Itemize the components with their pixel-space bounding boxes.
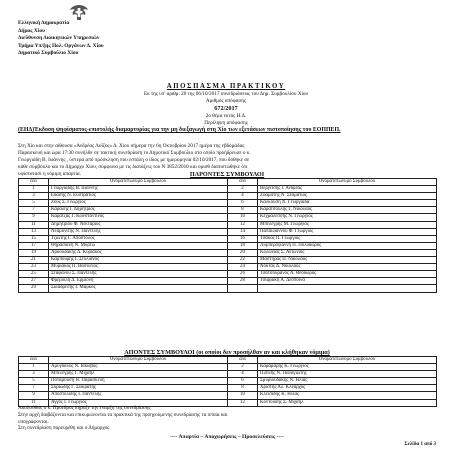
- member-number-cell: 25: [19, 271, 49, 278]
- present-members-table: [18, 178, 437, 293]
- proceedings-line: Στη συνεδρίαση παρευρέθη και ο Δήμαρχος: [18, 425, 110, 432]
- intro-line: κάθε σύμβουλο και το Δήμαρχο Χίου, σύμφωνα με τις διατάξεις του Ν 3852/2010 και ορισθ διαπιστώθηκε ότι: [18, 164, 248, 170]
- header-line: Τμήμα Υπ/ξης Πολ. Οργάνων Δ. Χίου: [18, 42, 104, 49]
- member-number-cell: 13: [19, 228, 49, 235]
- member-name-cell: Μαστήρας Π. Νικόλαος: [258, 257, 437, 264]
- member-number-cell: 27: [19, 278, 49, 285]
- member-name-cell: Λυμπερογιάννη Π. Πολύδωρος: [258, 242, 437, 249]
- column-header-name: Ονοματεπώνυμο Συμβούλου: [258, 357, 437, 364]
- member-number-cell: 17: [19, 242, 49, 249]
- member-name-cell: Συριώδης Γ. Σωκράτης: [49, 385, 228, 392]
- member-name-cell: Τσιφράκη Α. Δέσποινα: [258, 278, 437, 285]
- present-members-heading: ΠΑΡΟΝΤΕΣ ΣΥΜΒΟΥΛΟΙ: [189, 171, 265, 178]
- member-number-cell: 21: [19, 257, 49, 264]
- member-number-cell: 5: [19, 378, 49, 385]
- member-name-cell: Θηρασιάνη Ν. Μυρτώ: [49, 242, 228, 249]
- table-row: [19, 249, 437, 256]
- member-name-cell: Δημητρίου Φ. Νεκτάριος: [49, 221, 228, 228]
- member-name-cell: Καλκούση Ν. Γεωργίαδα: [258, 200, 437, 207]
- summary-label: Περίληψη απόφασης: [204, 120, 248, 126]
- meeting-line: Εκ της υπ' αριθμ. 20 της 06/10/2017 συνεδριάσεως του Δημ. Συμβουλίου Χίου: [143, 91, 309, 97]
- member-name-cell: Καράλης Ι. Δημήτριος: [49, 207, 228, 214]
- member-name-cell: Αμύγδαλος Ν. Ιάκωβος: [49, 364, 228, 371]
- table-row: [19, 214, 437, 221]
- member-number-cell: 8: [228, 207, 258, 214]
- member-number-cell: 3: [19, 371, 49, 378]
- member-number-cell: 8: [228, 385, 258, 392]
- member-number-cell: 10: [228, 214, 258, 221]
- member-name-cell: Άγγος Ι. Γεώργιος: [49, 399, 228, 406]
- member-number-cell: 1: [19, 364, 49, 371]
- table-header-row: [19, 357, 437, 364]
- member-name-cell: Πιπίνης Ν. Παναγιώτης: [258, 371, 437, 378]
- member-number-cell: 9: [19, 392, 49, 399]
- member-name-cell: Μπελέγρης Γ. Μιχαήλ: [49, 371, 228, 378]
- column-header-number: α/α: [19, 357, 49, 364]
- member-number-cell: 19: [19, 249, 49, 256]
- member-name-cell: Νεαμονίτης Ν. Παντελής: [49, 228, 228, 235]
- member-name-cell: Τζιώτης Γ. Απόστολος: [49, 235, 228, 242]
- member-number-cell: 15: [19, 235, 49, 242]
- member-number-cell: 14: [228, 228, 258, 235]
- member-number-cell: 5: [19, 200, 49, 207]
- decision-number: 672/2017: [214, 105, 238, 112]
- column-header-number: α/α: [228, 179, 258, 186]
- member-number-cell: 16: [228, 235, 258, 242]
- table-header-row: [19, 179, 437, 186]
- column-header-number: α/α: [19, 179, 49, 186]
- header-line: Διεύθυνση Διοικητικών Υπηρεσιών: [18, 35, 100, 42]
- member-name-cell: Αρκουδάκης Δ. Κυριάκος: [49, 249, 228, 256]
- member-name-cell: Σκιαδρέσης Ι. Μάρκος: [49, 285, 228, 292]
- table-row: [19, 278, 437, 285]
- member-number-cell: 4: [228, 371, 258, 378]
- member-name-cell: Μυριακός Π. Βασίλειος: [49, 264, 228, 271]
- table-row: [19, 193, 437, 200]
- intro-line: Στη Χίο και στην αίθουσα «Ανδρέας Λοΐζος» Δ. Χίου σήμερα την 6η Οκτωβρίου 2017 ημέρα της εβδομάδας: [18, 143, 245, 149]
- member-name-cell: Εδάσης Ν. Ευστράτιος: [49, 193, 228, 200]
- header-line: Δημοτικό Συμβούλιο Χίου: [18, 50, 79, 57]
- agenda-item: 2ο θέμα εκτός Η.Δ.: [205, 113, 247, 119]
- table-row: [19, 221, 437, 228]
- absent-members-body: [19, 364, 437, 407]
- member-number-cell: 7: [19, 207, 49, 214]
- member-name-cell: Χρίστης Αλ. Κλέαρχος: [258, 385, 437, 392]
- member-number-cell: 20: [228, 249, 258, 256]
- member-number-cell: 6: [228, 378, 258, 385]
- member-number-cell: 1: [19, 186, 49, 193]
- intro-line: Γεωργιάδη Β. Ιωάννης , ύστερα από πρόσκληση που εστάλη ο ίδιος με ημερομηνία 02/10/2017, που δόθηκε σε: [18, 157, 250, 163]
- member-number-cell: 3: [19, 193, 49, 200]
- column-header-name: Ονοματεπώνυμο Συμβούλου: [258, 179, 437, 186]
- member-name-cell: Κλεισίδης Κ. Ηλίας: [258, 392, 437, 399]
- decision-subject: (ΕΗΔ)Έκδοση ψηφίσματος-επιστολής διαμαρτυρίας για την μη διεξαγωγή στη Χίο των εξετάσεων πιστοποίησης του ΕΟΠΠΕΠ.: [18, 127, 341, 133]
- table-row: [19, 207, 437, 214]
- table-row: [19, 371, 437, 378]
- member-name-cell: Τσάκος Π. Γεώργιος: [258, 235, 437, 242]
- page-number: Σελίδα 1 από 3: [404, 442, 436, 447]
- member-name-cell: Παπαϊωάννου Φ. Γεώργιος: [258, 228, 437, 235]
- member-number-cell: 26: [228, 271, 258, 278]
- intro-line: υφίστατασι η νόμιμη απαρτία.: [18, 171, 81, 177]
- member-number-cell: 4: [228, 193, 258, 200]
- member-name-cell: [258, 285, 437, 292]
- member-number-cell: 11: [19, 221, 49, 228]
- member-name-cell: Ζούς Σ. Γεώργιος: [49, 200, 228, 207]
- table-row: [19, 378, 437, 385]
- member-number-cell: 29: [19, 285, 49, 292]
- proceedings-line: Ακολούθως ο κ. Πρόεδρος κήρυξε την έναρξη της συνεδρίασης: [18, 405, 151, 411]
- header-line: Ελληνική Δημοκρατία: [18, 20, 70, 26]
- member-name-cell: Καρατσούλης Γ. Νικόλαος: [258, 207, 437, 214]
- member-name-cell: Κοντούδης Σ. Μιχαήλ: [258, 399, 437, 406]
- table-row: [19, 242, 437, 249]
- table-row: [19, 385, 437, 392]
- absent-members-heading: ΑΠΟΝΤΕΣ ΣΥΜΒΟΥΛΟΙ (οι οποίοι δεν προσήλθαν αν και κλήθηκαν νόμιμα): [124, 349, 330, 356]
- member-number-cell: 6: [228, 200, 258, 207]
- member-number-cell: 12: [228, 399, 258, 406]
- member-name-cell: Νόκτας Δ. Νικόλαος: [258, 264, 437, 271]
- proceedings-line: υπογράφονται.: [18, 418, 49, 425]
- decision-label: Αριθμός απόφασης: [205, 98, 247, 104]
- member-number-cell: 24: [228, 264, 258, 271]
- member-number-cell: 28: [228, 278, 258, 285]
- member-name-cell: Φρεμοίλη Δ. Ερμιόνη: [49, 278, 228, 285]
- member-number-cell: [228, 285, 258, 292]
- column-header-number: α/α: [228, 357, 258, 364]
- member-name-cell: Κολωνιάς Σ. Αντώνιος: [258, 249, 437, 256]
- table-row: [19, 228, 437, 235]
- member-name-cell: Καραμαρής Κ. Γεώργιος: [258, 364, 437, 371]
- present-members-body: [19, 186, 437, 292]
- table-row: [19, 257, 437, 264]
- member-number-cell: 2: [228, 364, 258, 371]
- document-title: ΑΠΟΣΠΑΣΜΑ ΠΡΑΚΤΙΚΟΥ: [166, 83, 286, 90]
- table-row: [19, 392, 437, 399]
- member-name-cell: Γεωργιάδης Β. Ιωάννης: [49, 186, 228, 193]
- member-number-cell: 9: [19, 214, 49, 221]
- member-name-cell: Σταφάνου Σ. Παντελής: [49, 271, 228, 278]
- member-number-cell: 2: [228, 186, 258, 193]
- issuer-header: [18, 20, 248, 58]
- member-name-cell: Μπελέγρης Μ. Γεώργιος: [258, 221, 437, 228]
- proceedings-line: Στην αρχή διαβάζονται και επικυρώνονται τα πρακτικά της προηγούμενης συνεδρίασης τα οποία και: [18, 411, 228, 418]
- member-number-cell: 7: [19, 385, 49, 392]
- header-line: Δήμος Χίου: [18, 27, 45, 34]
- table-row: [19, 186, 437, 193]
- table-row: [19, 235, 437, 242]
- member-name-cell: Κεχμαλέσσης Ν. Γεώργιος: [258, 214, 437, 221]
- table-row: [19, 264, 437, 271]
- member-number-cell: 11: [19, 399, 49, 406]
- table-row: [19, 364, 437, 371]
- intro-line: Παρασκευή και ώρα 17:30 συνήλθε σε τακτική συνεδρίαση το Δημοτικό Συμβούλιο στο οποίο προήδρευσε ο κ.: [18, 150, 251, 156]
- member-name-cell: Ποταμούση Η. Παρασκευή: [49, 378, 228, 385]
- member-name-cell: Ζοαμάτης Ν. Σταμάτιος: [258, 193, 437, 200]
- column-header-name: Ονοματεπώνυμο Συμβούλου: [49, 357, 228, 364]
- table-row: [19, 285, 437, 292]
- member-name-cell: Καμπούρης Ι. Στυλιανός: [49, 257, 228, 264]
- member-number-cell: 23: [19, 264, 49, 271]
- member-name-cell: Καρατζάς Γ. Κωνσταντίνος: [49, 214, 228, 221]
- member-number-cell: 22: [228, 257, 258, 264]
- quorum-heading: ---- Απαρτία – Αποχωρήσεις – Προσελεύσεις ----: [169, 434, 285, 440]
- member-name-cell: Αποστολίδης Ι. Παντελής: [49, 392, 228, 399]
- member-name-cell: Βεργίτσης Ι. Ανδρέας: [258, 186, 437, 193]
- member-number-cell: 18: [228, 242, 258, 249]
- proceedings-paragraph: [18, 405, 436, 432]
- member-number-cell: 10: [228, 392, 258, 399]
- member-number-cell: 12: [228, 221, 258, 228]
- member-name-cell: Τσατσουράνος Α. Θεόδωρος: [258, 271, 437, 278]
- table-row: [19, 271, 437, 278]
- absent-members-table: [18, 356, 437, 407]
- table-row: [19, 200, 437, 207]
- member-name-cell: Σμυριουδάκης Ν. Ηλίας: [258, 378, 437, 385]
- column-header-name: Ονοματεπώνυμο Συμβούλου: [49, 179, 228, 186]
